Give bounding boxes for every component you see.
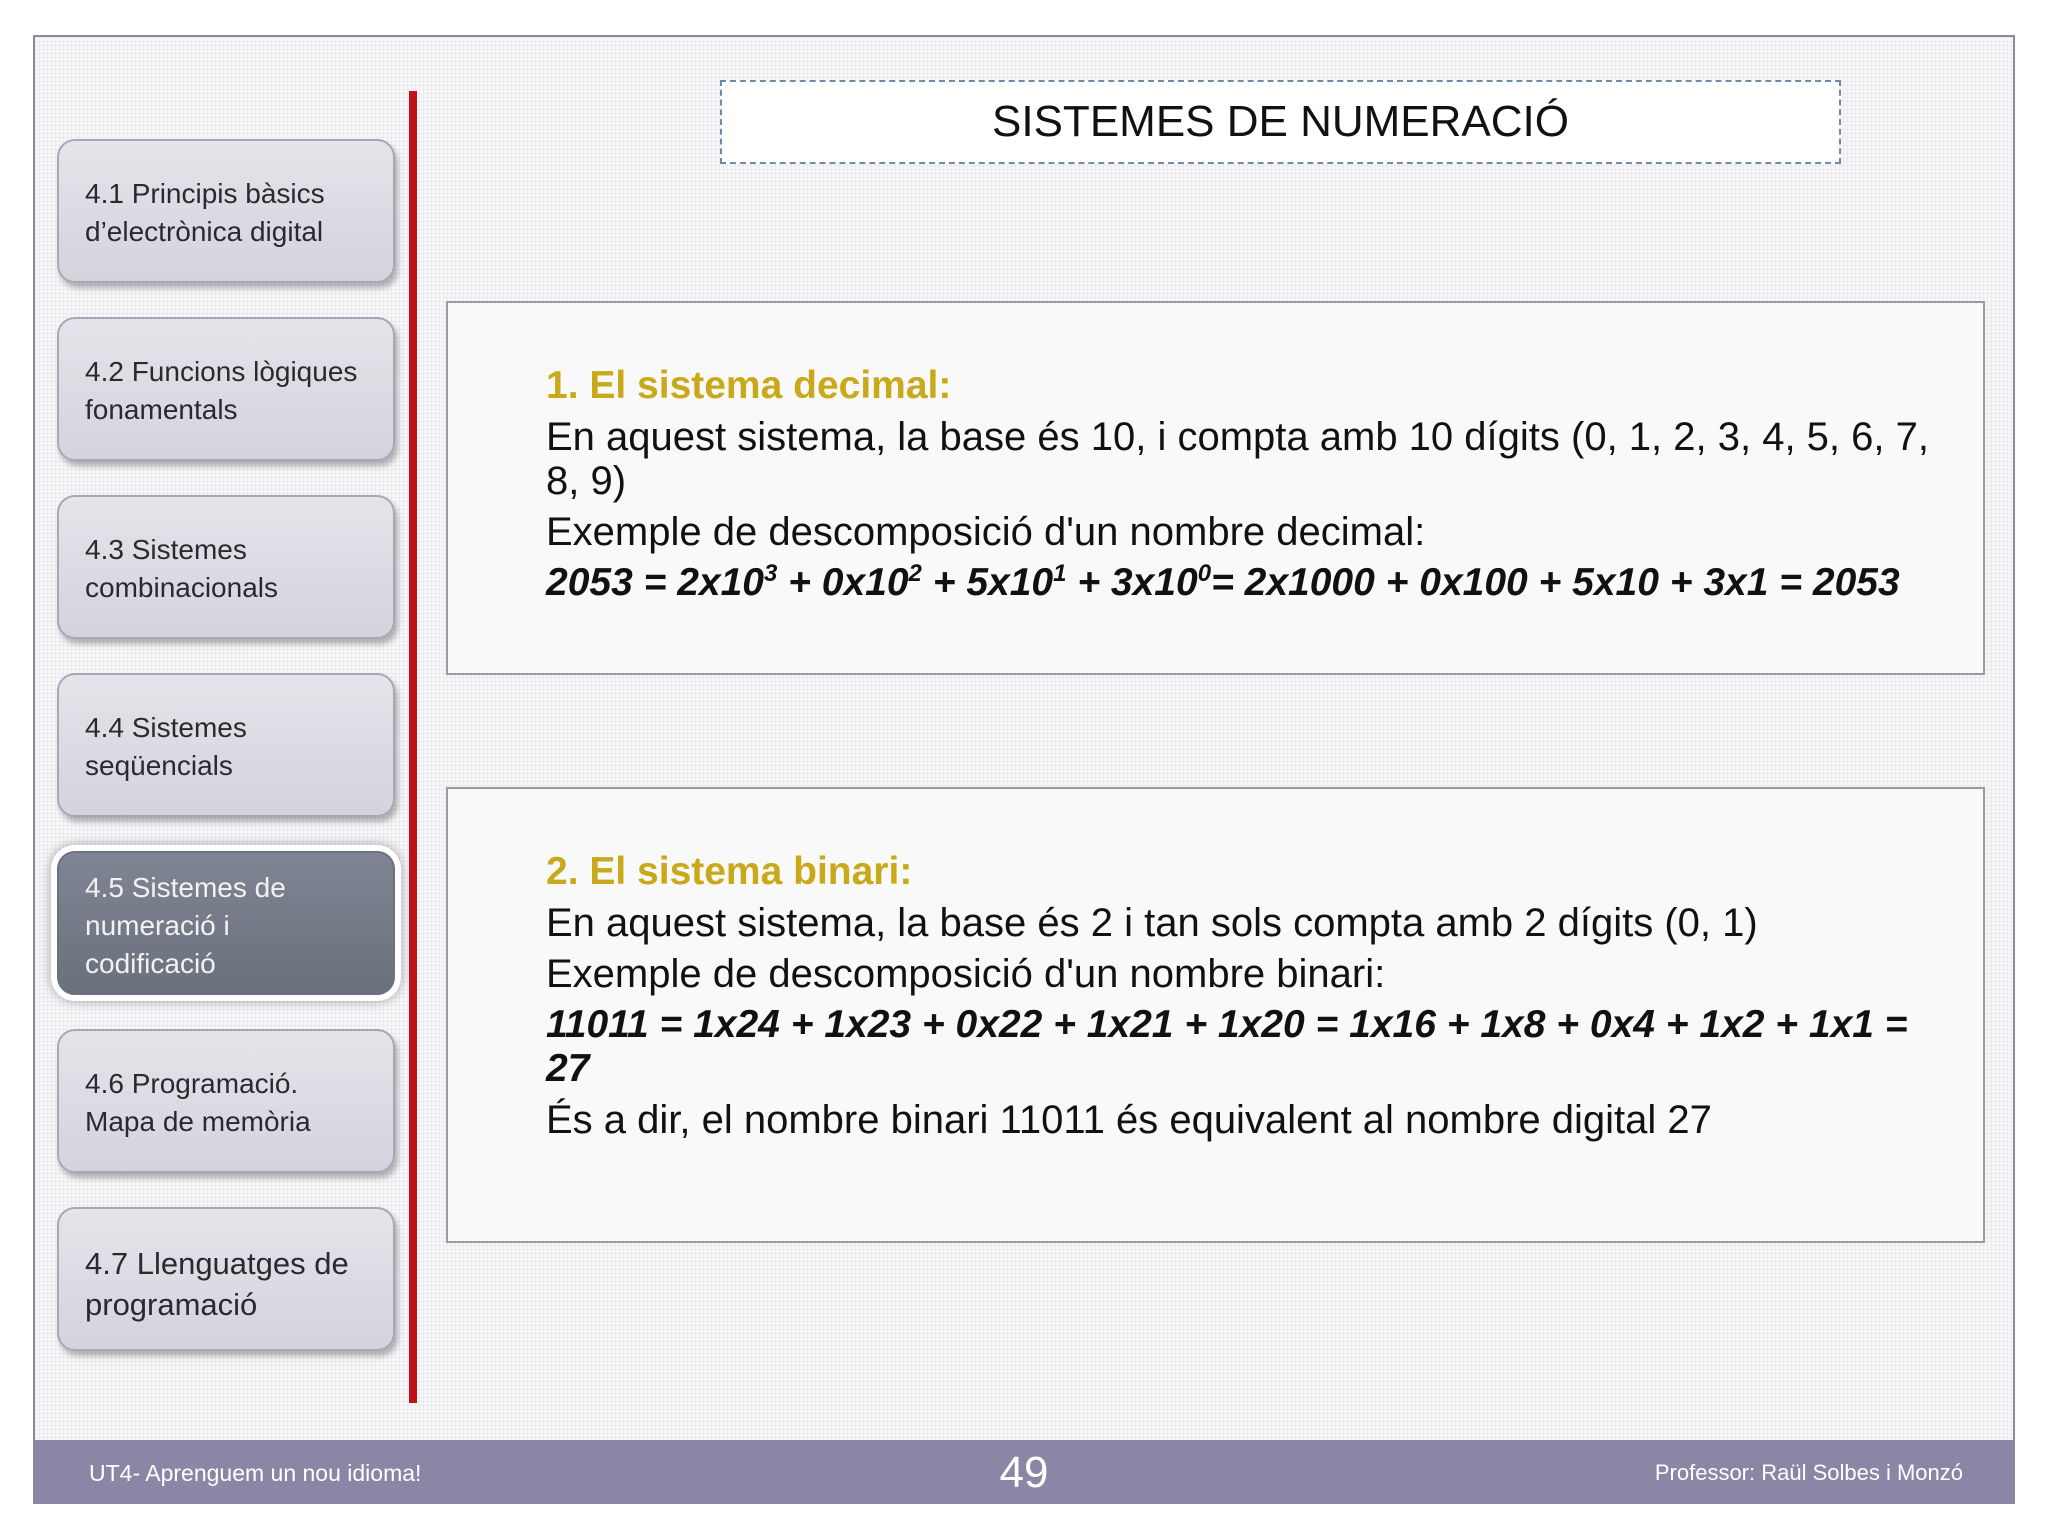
nav-item-label: programació	[85, 1287, 258, 1322]
nav-item-4-6[interactable]	[57, 1029, 395, 1173]
nav-item-label: d’electrònica digital	[85, 216, 324, 247]
section-text	[546, 415, 1953, 503]
nav-item-4-7[interactable]	[57, 1207, 395, 1351]
formula-part: + 5x10	[921, 561, 1054, 604]
nav-item-label: 4.5 Sistemes de	[85, 872, 286, 903]
nav-item-label: numeració i	[85, 910, 230, 941]
page-number: 49	[999, 1448, 1049, 1497]
formula-exponent: 0	[1197, 560, 1212, 587]
text-line: 8, 9)	[546, 459, 627, 503]
formula-exponent: 2	[908, 560, 922, 587]
nav-item-label: 4.4 Sistemes	[85, 712, 247, 743]
nav-item-label: combinacionals	[85, 572, 278, 603]
nav-item-4-1[interactable]	[57, 139, 395, 283]
nav-item-label: 4.1 Principis bàsics	[85, 178, 325, 209]
nav-item-4-5-active[interactable]	[57, 851, 395, 995]
nav-item-label: 4.3 Sistemes	[85, 534, 247, 565]
decimal-system-box	[446, 301, 1985, 675]
footer-author: Professor: Raül Solbes i Monzó	[1654, 1460, 1963, 1485]
slide-title: SISTEMES DE NUMERACIÓ	[720, 80, 1841, 164]
formula-exponent: 3	[763, 560, 778, 587]
nav-item-label: Mapa de memòria	[85, 1106, 311, 1137]
footer-bar	[33, 1440, 2015, 1504]
section-text: En aquest sistema, la base és 2 i tan sols compta amb 2 dígits (0, 1)	[546, 901, 1758, 945]
nav-item-4-2[interactable]	[57, 317, 395, 461]
example-label: Exemple de descomposició d'un nombre binari:	[546, 952, 1386, 996]
nav-item-4-3[interactable]	[57, 495, 395, 639]
nav-item-4-4[interactable]	[57, 673, 395, 817]
binary-formula	[546, 1003, 1953, 1091]
formula-exponent: 1	[1053, 560, 1067, 587]
formula-part: 2053 = 2x10	[546, 561, 764, 604]
formula-part: + 0x10	[777, 561, 909, 604]
nav-item-label: seqüencials	[85, 750, 233, 781]
example-label: Exemple de descomposició d'un nombre decimal:	[546, 510, 1426, 554]
section-heading: 1. El sistema decimal:	[546, 364, 952, 407]
formula-part: + 3x10	[1066, 561, 1198, 604]
text-line: En aquest sistema, la base és 10, i compta amb 10 dígits (0, 1, 2, 3, 4, 5, 6, 7,	[546, 415, 1929, 459]
decimal-formula	[546, 561, 1953, 605]
formula-line: 27	[546, 1047, 590, 1090]
footer-unit-title: UT4- Aprenguem un nou idioma!	[89, 1460, 422, 1486]
nav-item-label: 4.2 Funcions lògiques	[85, 356, 358, 387]
nav-item-label: fonamentals	[85, 394, 238, 425]
conclusion-text: És a dir, el nombre binari 11011 és equivalent al nombre digital 27	[546, 1098, 1712, 1142]
formula-part: = 2x1000 + 0x100 + 5x10 + 3x1 = 2053	[1211, 561, 1900, 604]
nav-item-label: codificació	[85, 948, 216, 979]
binary-system-box	[446, 787, 1985, 1243]
red-divider-line	[409, 91, 417, 1403]
formula-line: 11011 = 1x24 + 1x23 + 0x22 + 1x21 + 1x20 = 1x16 + 1x8 + 0x4 + 1x2 + 1x1 =	[546, 1003, 1908, 1046]
section-heading: 2. El sistema binari:	[546, 850, 913, 893]
nav-item-label: 4.6 Programació.	[85, 1068, 299, 1099]
nav-item-label: 4.7 Llenguatges de	[85, 1246, 349, 1281]
